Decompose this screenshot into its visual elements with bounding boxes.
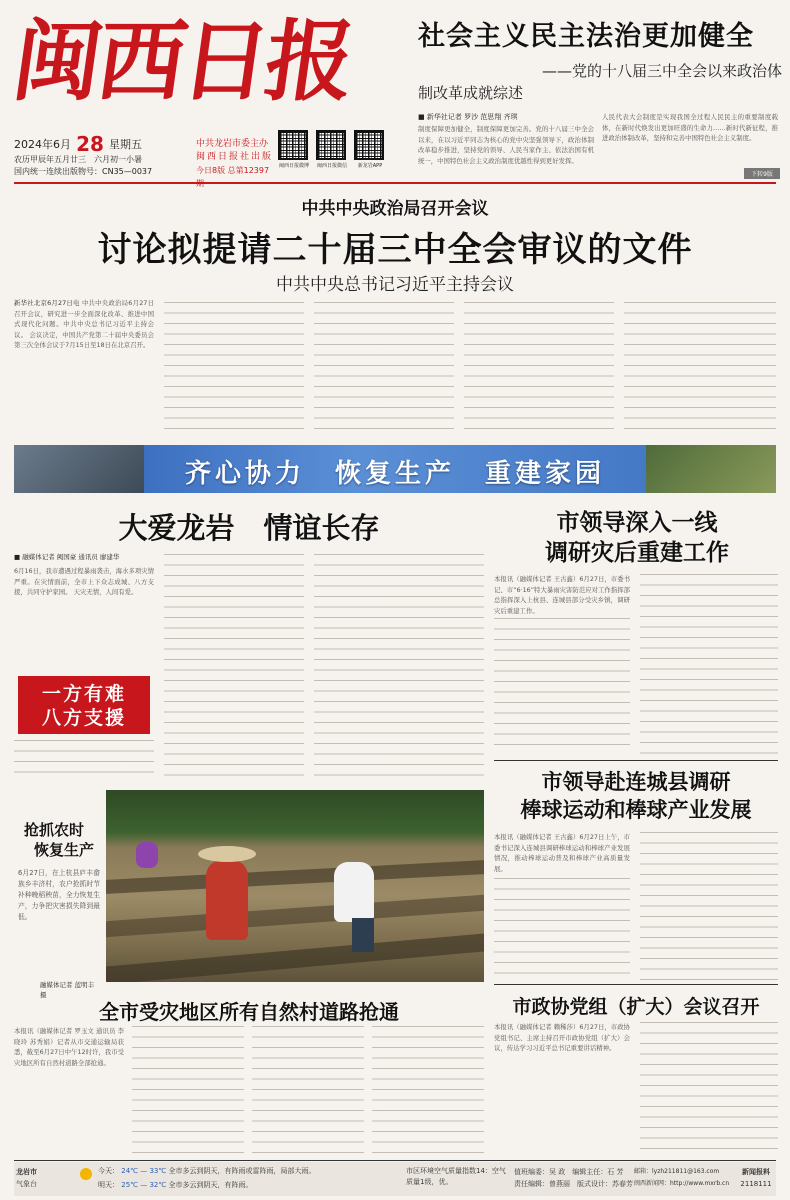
top-story-body-right: 人民代表大会制度是实现我国全过程人民民主的重要制度载体，在新时代焕发出更加旺盛的生命力……新时代新征程，推进政治体制改革，坚持和完善中国特色社会主义制度。 (602, 113, 778, 142)
dalong-para-2: 天灾无情，人间有爱。 (73, 588, 138, 596)
lead-column-2 (164, 302, 304, 436)
leader1-body: 本报讯（融媒体记者 王古鑫）6月27日，市委书记、市“6·16”特大暴雨灾害防范应对工作指挥部总指挥深入上杭县、连城县部分受灾乡镇，调研灾后重建工作。 (494, 575, 630, 615)
right-divider-1 (494, 760, 778, 761)
masthead-rule (14, 182, 776, 184)
leader2-column-1 (494, 878, 630, 980)
newspaper-logo-text: 闽西日报 (6, 9, 358, 113)
lead-para-1 (14, 298, 154, 438)
sponsor: 中共龙岩市委主办 (196, 139, 269, 149)
qr-label-app: 新龙岩APP (357, 163, 383, 169)
website-link[interactable]: 闽西新闻网：http://www.mxrb.cn (634, 1180, 730, 1187)
tomorrow-desc: 全市多云到阴天，有阵雨。 (168, 1181, 253, 1189)
farm-photo[interactable] (106, 790, 484, 982)
publisher: 闽西日报社出版 (196, 152, 274, 162)
qr-icon (316, 130, 346, 160)
cppcc-column-2 (640, 1022, 778, 1154)
weather-block (16, 1166, 76, 1190)
lead-subhead: 中共中央总书记习近平主持会议 (276, 275, 514, 295)
leader1-headline[interactable] (496, 508, 778, 568)
editor-info (514, 1166, 632, 1190)
lead-kicker: 中共中央政治局召开会议 (301, 199, 489, 219)
dalong-column-1b (14, 740, 154, 778)
dalong-column-2 (164, 554, 304, 778)
qr-code-weibo[interactable] (278, 130, 308, 160)
today-desc: 全市多云到阴天，有阵雨或雷阵雨，局部大雨。 (168, 1167, 316, 1175)
issue-date (14, 132, 184, 156)
farmer-figure-1 (206, 860, 248, 940)
leader2-headline[interactable] (494, 768, 778, 824)
roads-body: 本报讯（融媒体记者 罗玉文 通讯员 李晓玲 苏秀娟）记者从市交通运输局获悉，截至6月27日中午12时许，我市受灾地区所有自然村道路全部抢通。 (14, 1027, 124, 1067)
leader1-headline-line-2: 调研灾后重建工作 (545, 540, 729, 566)
recovery-banner (14, 445, 776, 493)
today-temp: 24℃ — 33℃ (121, 1167, 167, 1175)
leader2-column-2 (640, 832, 778, 980)
tomorrow-temp: 25℃ — 32℃ (121, 1181, 167, 1189)
weather-sun-icon (80, 1168, 92, 1180)
qr-icon (278, 130, 308, 160)
qr-label-wechat: 闽西日报微信 (316, 163, 347, 169)
weather-city: 龙岩市 (16, 1168, 37, 1176)
farmer-hat-1 (198, 846, 256, 862)
quote-box (18, 676, 150, 734)
roads-column-4 (372, 1026, 484, 1154)
weather-today (98, 1166, 388, 1176)
farmer-legs-2 (352, 918, 374, 952)
farmer-figure-3 (136, 842, 158, 868)
hotline-label: 新闻报料 (742, 1168, 770, 1176)
edition: 今日8版 总第12397 (196, 166, 270, 175)
qr-code-app[interactable] (354, 130, 384, 160)
leader2-body: 本报讯（融媒体记者 王古鑫）6月27日上午，市委书记深入连城县调研棒球运动和棒球产业发展情况，推动棒球运动普及和棒球产业高质量发展。 (494, 833, 630, 873)
dalong-para-1: 6月16日，我市遭遇过程暴雨袭击，海水多项灾情严重。在灾情面前，全市上下众志成城、八方支援，共同守护家园。 (14, 567, 154, 596)
email-link[interactable]: 邮箱：lyzh211811@163.com (634, 1168, 720, 1175)
photo-row-2 (106, 895, 484, 937)
photo-credit: 融媒体记者 蓝明丰 摄 (40, 981, 95, 999)
qr-label-weibo: 闽西日报微博 (278, 163, 309, 169)
lead-headline[interactable]: 讨论拟提请二十届三中全会审议的文件 (97, 230, 693, 270)
leader1-headline-line-1: 市领导深入一线 (556, 510, 718, 536)
today-label: 今天： (98, 1167, 119, 1175)
qr-code-wechat[interactable] (316, 130, 346, 160)
leader1-column-1 (494, 618, 630, 754)
photo-title (24, 820, 114, 860)
photo-title-line-1: 抢抓农时 (24, 821, 85, 839)
dalong-column-3 (314, 554, 484, 778)
right-divider-2 (494, 984, 778, 985)
photo-row-3 (106, 933, 484, 982)
top-story-byline: ■ 新华社记者 罗沙 范思翔 齐琪 (418, 113, 518, 121)
cppcc-headline[interactable]: 市政协党组（扩大）会议召开 (512, 996, 760, 1018)
weekday: 星期五 (109, 138, 143, 151)
leader2-headline-line-1: 市领导赴连城县调研 (541, 770, 731, 794)
lead-column-4 (464, 302, 614, 436)
lead-column-3 (314, 302, 454, 436)
lead-body (14, 298, 776, 438)
top-story-body-left: 制度保障更加健全，制度保障更加完善。党的十八届三中全会以来，在以习近平同志为核心的党中央坚强领导下，政治体制改革稳步推进，坚持党的领导、人民当家作主、依法治国有机统一，中国特色社会主义政治制度优越性得到更好发挥。 (418, 125, 594, 165)
quote-line-2: 八方支援 (41, 707, 126, 729)
roads-column-2 (132, 1026, 244, 1154)
dalong-body (14, 566, 154, 672)
lunar-date: 农历甲辰年五月廿三 六月初一小暑 (14, 155, 142, 164)
footer (14, 1162, 776, 1196)
weather-label: 气象台 (16, 1180, 37, 1188)
lead-dateline: 新华社北京6月27日电 (14, 299, 80, 307)
hotline-number: 2118111 (740, 1180, 772, 1188)
lead-text-2: 会议决定，中国共产党第二十届中央委员会第三次全体会议于7月15日至18日在北京召开。 (14, 330, 154, 349)
footer-rule (14, 1160, 776, 1161)
top-story-headline[interactable]: 社会主义民主法治更加健全 (418, 21, 754, 52)
cn-number: 国内统一连续出版物号：CN35—0037 (14, 167, 153, 176)
top-story-subhead-2: 制改革成就综述 (418, 84, 524, 102)
editor: 责任编辑：曾燕丽 版式设计：苏春芳 (514, 1180, 633, 1188)
roads-headline[interactable]: 全市受灾地区所有自然村道路抢通 (99, 1000, 399, 1024)
hotline (736, 1166, 776, 1190)
cppcc-body: 本报讯（融媒体记者 赖稀莎）6月27日，市政协党组书记、主席主持召开市政协党组（扩大）会议，传达学习习近平总书记重要讲话精神。 (494, 1023, 630, 1052)
quote-line-1: 一方有难 (41, 683, 126, 705)
lead-column-5 (624, 302, 776, 436)
leader1-column-2 (640, 574, 778, 754)
dalong-headline[interactable]: 大爱龙岩 情谊长存 (118, 511, 380, 545)
farmer-figure-2 (334, 862, 374, 922)
photo-row-1 (106, 860, 484, 894)
photo-title-line-2: 恢复生产 (34, 841, 95, 859)
weather-tomorrow (98, 1180, 388, 1190)
qr-icon (354, 130, 384, 160)
banner-text: 齐心协力 恢复生产 重建家园 (184, 459, 605, 489)
lead-text-1: 中共中央政治局6月27日召开会议，研究进一步全面深化改革、推进中国式现代化问题。中共中央总书记习近平主持会议。 (14, 299, 154, 339)
photo-caption: 6月27日，在上杭县庐丰畲族乡丰济村，农户抢抓时节补种晚稻秧苗，全力恢复生产，力争把灾害损失降到最低。 (18, 869, 100, 921)
dalong-byline: ■ 融媒体记者 阙国豪 通讯员 廖建华 (14, 553, 120, 561)
roads-column-3 (252, 1026, 364, 1154)
date-prefix: 2024年6月 (14, 138, 71, 151)
contact-info (634, 1166, 734, 1190)
masthead-logo (6, 6, 374, 126)
air-quality: 市区环境空气质量指数14：空气质量1级，优。 (406, 1167, 506, 1186)
leader2-headline-line-2: 棒球运动和棒球产业发展 (520, 798, 752, 822)
date-day: 28 (76, 132, 104, 156)
tomorrow-label: 明天： (98, 1181, 119, 1189)
duty-editor: 值班编委：吴 政 编辑主任：石 芳 (514, 1168, 624, 1176)
top-story-subhead-1: ——党的十八届三中全会以来政治体 (541, 62, 782, 80)
continued-badge[interactable]: 下转9版 (744, 168, 780, 179)
